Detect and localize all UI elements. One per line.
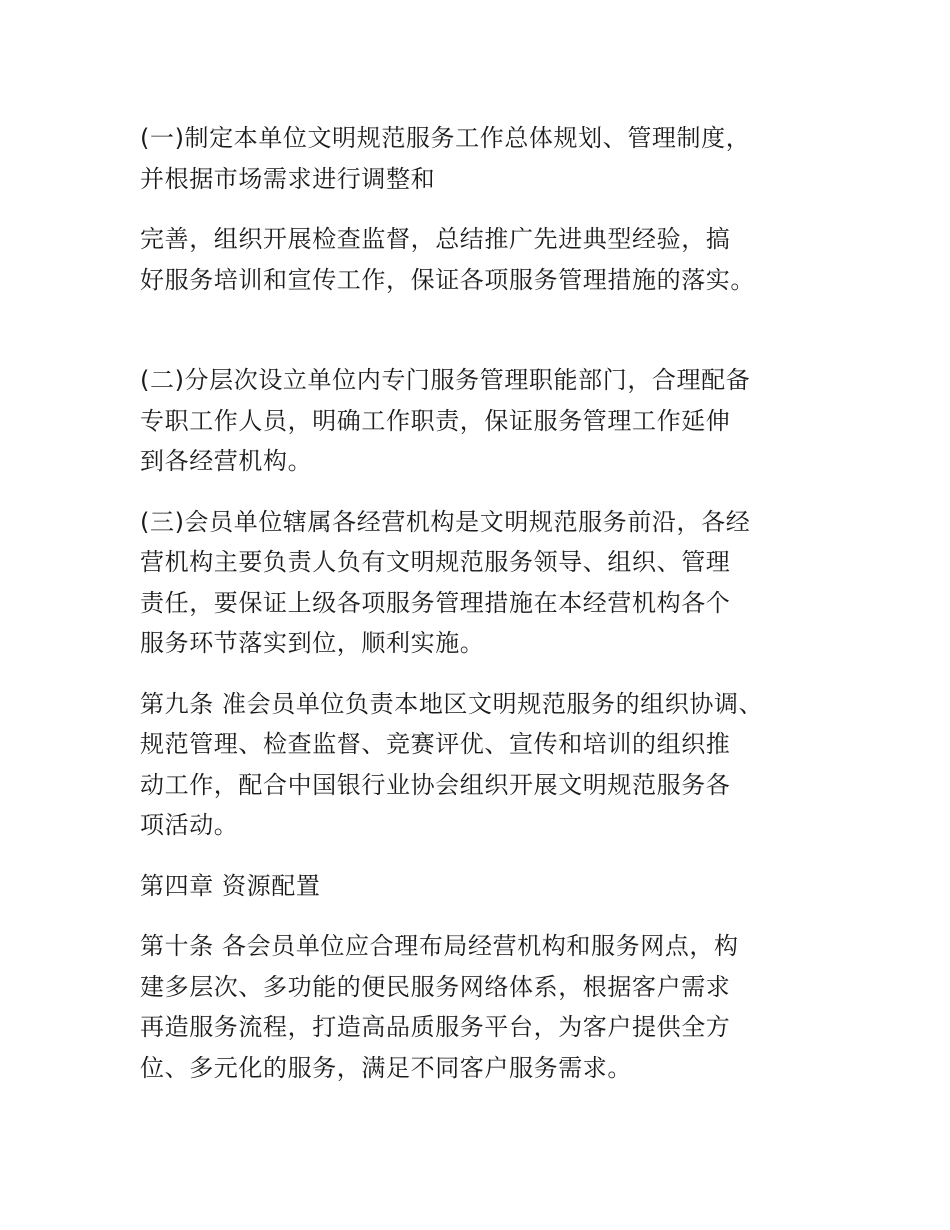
text-line: 项活动。 xyxy=(140,811,239,839)
text-line: 第十条 各会员单位应合理布局经营机构和服务网点，构 xyxy=(140,932,739,960)
text-line: (三)会员单位辖属各经营机构是文明规范服务前沿，各经 xyxy=(140,507,751,536)
text-line: (二)分层次设立单位内专门服务管理职能部门，合理配备 xyxy=(140,366,751,394)
text-line: 好服务培训和宣传工作，保证各项服务管理措施的落实。 xyxy=(140,265,755,294)
article-9 xyxy=(140,684,820,846)
text-line: 动工作，配合中国银行业协会组织开展文明规范服务各 xyxy=(140,770,731,799)
document-page xyxy=(140,118,820,1088)
paragraph-2 xyxy=(140,219,820,300)
paragraph-4 xyxy=(140,502,820,664)
text-line: 位、多元化的服务，满足不同客户服务需求。 xyxy=(140,1053,632,1082)
text-line: 建多层次、多功能的便民服务网络体系，根据客户需求 xyxy=(140,972,731,1001)
text-line: 责任，要保证上级各项服务管理措施在本经营机构各个 xyxy=(140,588,731,617)
text-line: 第四章 资源配置 xyxy=(140,871,321,900)
text-line: 服务环节落实到位，顺利实施。 xyxy=(140,629,485,657)
text-line: 并根据市场需求进行调整和 xyxy=(140,164,436,193)
text-line: 专职工作人员，明确工作职责，保证服务管理工作延伸 xyxy=(140,406,731,435)
text-line: 第九条 准会员单位负责本地区文明规范服务的组织协调、 xyxy=(140,689,764,718)
text-line: 规范管理、检查监督、竞赛评优、宣传和培训的组织推 xyxy=(140,730,731,758)
text-line: (一)制定本单位文明规范服务工作总体规划、管理制度， xyxy=(140,124,751,152)
article-10 xyxy=(140,926,820,1088)
text-line: 完善，组织开展检查监督，总结推广先进典型经验，搞 xyxy=(140,225,731,253)
text-line: 到各经营机构。 xyxy=(140,447,313,475)
paragraph-1 xyxy=(140,118,820,199)
text-line: 营机构主要负责人负有文明规范服务领导、组织、管理 xyxy=(140,548,731,576)
text-line: 再造服务流程，打造高品质服务平台，为客户提供全方 xyxy=(140,1013,731,1041)
paragraph-3 xyxy=(140,360,820,482)
chapter-4-heading xyxy=(140,866,820,907)
